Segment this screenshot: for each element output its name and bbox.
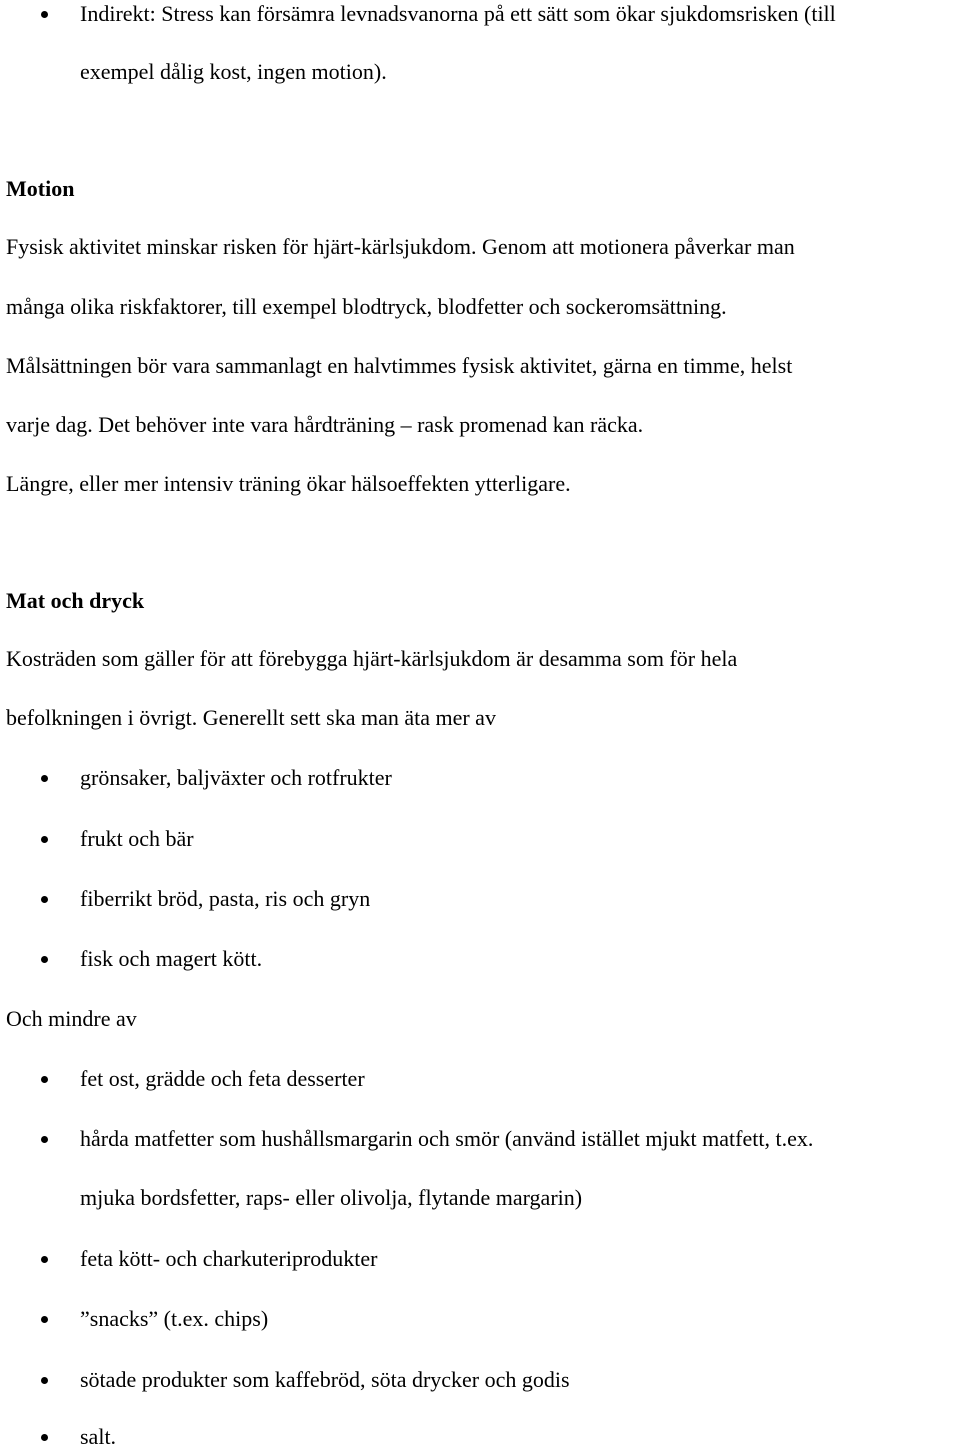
bullet-icon: [41, 1377, 48, 1384]
list-item-text: fiberrikt bröd, pasta, ris och gryn: [80, 886, 371, 911]
section-heading-mat-och-dryck: Mat och dryck: [6, 588, 145, 613]
list-item-text: frukt och bär: [80, 826, 194, 851]
section-heading-motion: Motion: [6, 176, 75, 201]
paragraph-line: Längre, eller mer intensiv träning ökar hälsoeffekten ytterligare.: [6, 471, 571, 496]
list-item-text: feta kött- och charkuteriprodukter: [80, 1246, 378, 1271]
list-item-continuation: exempel dålig kost, ingen motion).: [80, 59, 387, 84]
list-item-text: salt.: [80, 1424, 117, 1449]
paragraph-line: Kosträden som gäller för att förebygga hjärt-kärlsjukdom är desamma som för hela: [6, 646, 738, 671]
paragraph-line: varje dag. Det behöver inte vara hårdträning – rask promenad kan räcka.: [6, 412, 644, 437]
list-item-text: ”snacks” (t.ex. chips): [80, 1306, 269, 1331]
bullet-icon: [41, 11, 48, 18]
paragraph-line: Målsättningen bör vara sammanlagt en halvtimmes fysisk aktivitet, gärna en timme, helst: [6, 353, 793, 378]
list-item-text: grönsaker, baljväxter och rotfrukter: [80, 765, 392, 790]
paragraph-line: befolkningen i övrigt. Generellt sett ska man äta mer av: [6, 705, 496, 730]
list-item-text: hårda matfetter som hushållsmargarin och smör (använd istället mjukt matfett, t.ex.: [80, 1126, 814, 1151]
list-item-text: fisk och magert kött.: [80, 946, 263, 971]
list-item-text: Indirekt: Stress kan försämra levnadsvanorna på ett sätt som ökar sjukdomsrisken (till: [80, 1, 836, 26]
bullet-icon: [41, 1076, 48, 1083]
bullet-icon: [41, 1434, 48, 1441]
paragraph-line: många olika riskfaktorer, till exempel blodtryck, blodfetter och sockeromsättning.: [6, 294, 727, 319]
bullet-icon: [41, 1316, 48, 1323]
bullet-icon: [41, 775, 48, 782]
list-item-text: fet ost, grädde och feta desserter: [80, 1066, 365, 1091]
bullet-icon: [41, 896, 48, 903]
paragraph-line: Och mindre av: [6, 1006, 137, 1031]
bullet-icon: [41, 1136, 48, 1143]
bullet-icon: [41, 956, 48, 963]
list-item-text: sötade produkter som kaffebröd, söta drycker och godis: [80, 1367, 570, 1392]
bullet-icon: [41, 836, 48, 843]
paragraph-line: Fysisk aktivitet minskar risken för hjärt-kärlsjukdom. Genom att motionera påverkar man: [6, 234, 795, 259]
list-item-continuation: mjuka bordsfetter, raps- eller olivolja, flytande margarin): [80, 1185, 583, 1210]
bullet-icon: [41, 1256, 48, 1263]
